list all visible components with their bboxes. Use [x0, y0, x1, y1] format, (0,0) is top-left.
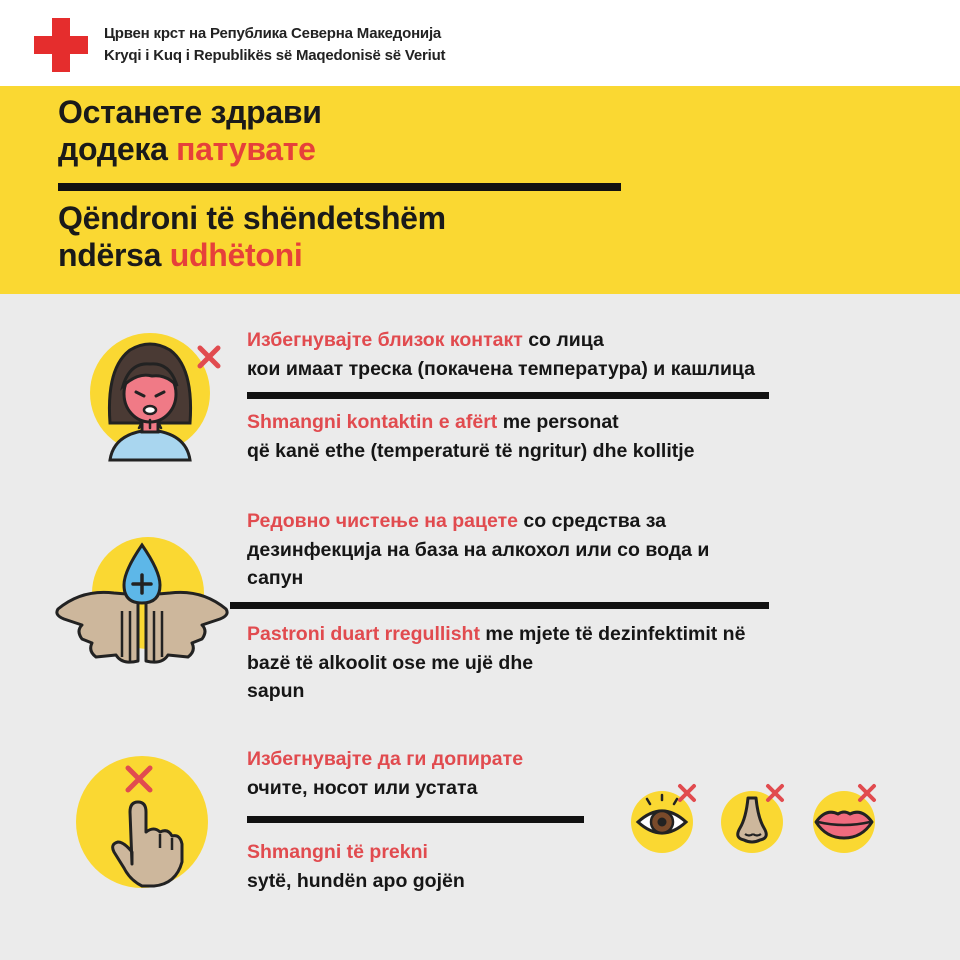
sick-person-icon [70, 328, 230, 468]
tip-2-mk: Редовно чистење на рацете со средства за дезинфекција на база на алкохол или со вода и сапун [247, 510, 710, 589]
title-mk-highlight: патувате [176, 131, 316, 167]
title-sq-highlight: udhëtoni [169, 237, 303, 273]
no-touch-icon [72, 752, 212, 892]
tip-1-divider [247, 392, 769, 399]
title-mk: Останете здрави додека патувате [58, 94, 322, 167]
tip-2-divider [230, 602, 769, 609]
red-cross-logo-icon [34, 18, 88, 72]
tip-2-sq: Pastroni duart rregullisht me mjete të dezinfektimit në bazë të alkoolit ose me ujë dhe sapun [247, 623, 746, 702]
hand-wash-icon [52, 535, 232, 675]
tip-3-mk: Избегнувајте да ги допирате очите, носот или устата [247, 748, 524, 799]
title-divider [58, 183, 621, 191]
tip-1-mk: Избегнувајте близок контакт со лица кои имаат треска (покачена температура) и кашлица [247, 329, 755, 380]
eye-icon [628, 782, 704, 854]
title-sq: Qëndroni të shëndetshëm ndërsa udhëtoni [58, 200, 446, 273]
lips-icon [808, 782, 888, 854]
nose-icon [718, 782, 794, 854]
tip-1-sq: Shmangni kontaktin e afërt me personat që kanë ethe (temperaturë të ngritur) dhe kollitje [247, 411, 695, 462]
tip-3-divider [247, 816, 584, 823]
header [0, 0, 960, 86]
org-name-mk: Црвен крст на Република Северна Македонија [104, 25, 442, 42]
tip-3-sq: Shmangni të prekni sytë, hundën apo gojën [247, 841, 465, 892]
org-name-sq: Kryqi i Kuq i Republikës së Maqedonisë së Veriut [104, 47, 446, 64]
